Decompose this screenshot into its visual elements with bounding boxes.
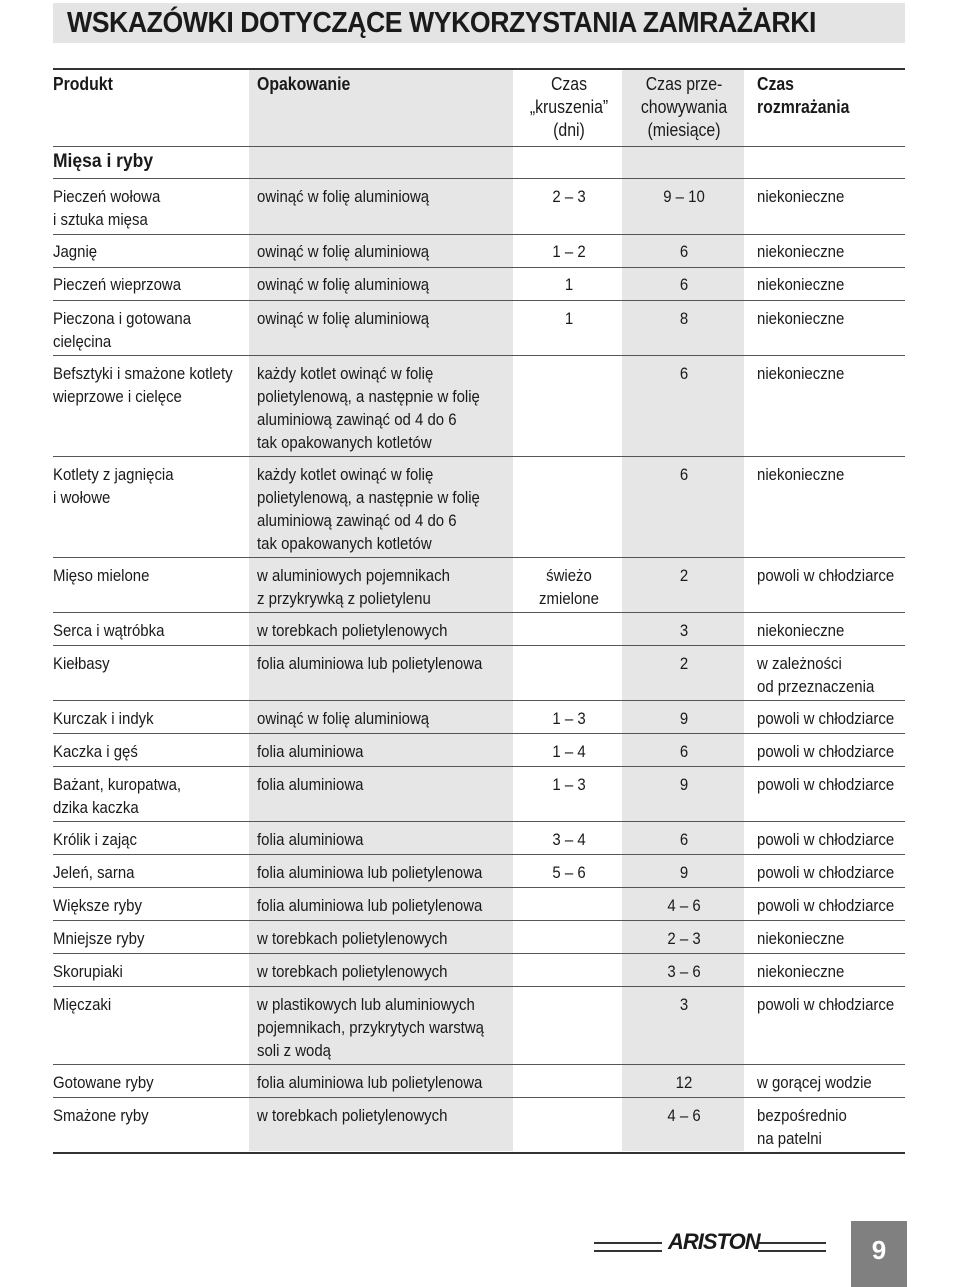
row-freeze-days: 3 – 4 xyxy=(552,830,586,849)
row-thaw-time: niekonieczne xyxy=(757,275,845,294)
row-divider xyxy=(53,953,905,954)
row-storage-months: 9 xyxy=(679,775,689,794)
row-packaging: każdy kotlet owinąć w folię polietylenową, a następnie w folię aluminiową zawinąć od 4 do 6 tak opakowanych kotletów xyxy=(257,465,480,553)
row-packaging: w plastikowych lub aluminiowych pojemnikach, przykrytych warstwą soli z wodą xyxy=(257,995,484,1060)
row-packaging: w torebkach polietylenowych xyxy=(257,621,448,640)
row-divider xyxy=(53,1097,905,1098)
header-top-rule xyxy=(53,68,905,70)
row-thaw-time: powoli w chłodziarce xyxy=(757,896,895,915)
row-divider xyxy=(53,645,905,646)
row-divider xyxy=(53,612,905,613)
page-title: WSKAZÓWKI DOTYCZĄCE WYKORZYSTANIA ZAMRAŻARKI xyxy=(67,7,816,39)
row-product: Kiełbasy xyxy=(53,654,110,673)
header-days: Czas „kruszenia” (dni) xyxy=(529,74,609,140)
row-divider xyxy=(53,854,905,855)
row-packaging: folia aluminiowa lub polietylenowa xyxy=(257,654,483,673)
row-thaw-time: powoli w chłodziarce xyxy=(757,830,895,849)
logo-decor-left xyxy=(594,1242,662,1252)
row-storage-months: 3 xyxy=(679,621,689,640)
row-thaw-time: powoli w chłodziarce xyxy=(757,995,895,1014)
row-thaw-time: niekonieczne xyxy=(757,187,845,206)
row-thaw-time: powoli w chłodziarce xyxy=(757,775,895,794)
row-packaging: folia aluminiowa lub polietylenowa xyxy=(257,1073,483,1092)
row-product: Bażant, kuropatwa, dzika kaczka xyxy=(53,775,182,817)
row-freeze-days: 1 xyxy=(564,309,574,328)
row-thaw-time: powoli w chłodziarce xyxy=(757,742,895,761)
row-product: Mniejsze ryby xyxy=(53,929,145,948)
row-freeze-days: 1 – 3 xyxy=(552,709,586,728)
row-product: Pieczeń wieprzowa xyxy=(53,275,182,294)
row-divider xyxy=(53,920,905,921)
row-packaging: każdy kotlet owinąć w folię polietylenową, a następnie w folię aluminiową zawinąć od 4 do 6 tak opakowanych kotletów xyxy=(257,364,480,452)
row-thaw-time: niekonieczne xyxy=(757,465,845,484)
row-thaw-time: powoli w chłodziarce xyxy=(757,863,895,882)
row-packaging: folia aluminiowa lub polietylenowa xyxy=(257,863,483,882)
row-product: Kotlety z jagnięcia i wołowe xyxy=(53,465,174,507)
row-packaging: owinąć w folię aluminiową xyxy=(257,709,430,728)
row-storage-months: 6 xyxy=(679,364,689,383)
row-storage-months: 8 xyxy=(679,309,689,328)
row-storage-months: 6 xyxy=(679,275,689,294)
row-divider xyxy=(53,700,905,701)
row-divider xyxy=(53,821,905,822)
row-storage-months: 4 – 6 xyxy=(667,896,701,915)
packaging-column-shade xyxy=(249,70,513,1151)
row-product: Jagnię xyxy=(53,242,98,261)
row-divider xyxy=(53,234,905,235)
row-freeze-days: 1 – 2 xyxy=(552,242,586,261)
row-packaging: folia aluminiowa xyxy=(257,830,364,849)
row-product: Pieczeń wołowa i sztuka mięsa xyxy=(53,187,161,229)
row-storage-months: 6 xyxy=(679,242,689,261)
row-packaging: w torebkach polietylenowych xyxy=(257,1106,448,1125)
row-storage-months: 2 – 3 xyxy=(667,929,701,948)
row-divider xyxy=(53,986,905,987)
row-divider xyxy=(53,267,905,268)
row-storage-months: 12 xyxy=(675,1073,693,1092)
brand-logo: ARISTON xyxy=(668,1229,760,1254)
row-packaging: w torebkach polietylenowych xyxy=(257,929,448,948)
row-packaging: owinąć w folię aluminiową xyxy=(257,275,430,294)
section-label: Mięsa i ryby xyxy=(53,151,154,172)
row-packaging: owinąć w folię aluminiową xyxy=(257,187,430,206)
header-bottom-rule xyxy=(53,146,905,147)
row-thaw-time: bezpośrednio na patelni xyxy=(757,1106,847,1148)
row-storage-months: 2 xyxy=(679,654,689,673)
row-product: Królik i zając xyxy=(53,830,137,849)
row-product: Mięso mielone xyxy=(53,566,150,585)
row-divider xyxy=(53,456,905,457)
header-product: Produkt xyxy=(53,74,113,94)
row-packaging: folia aluminiowa xyxy=(257,775,364,794)
row-freeze-days: świeżo zmielone xyxy=(539,566,599,608)
row-product: Pieczona i gotowana cielęcina xyxy=(53,309,192,351)
row-storage-months: 4 – 6 xyxy=(667,1106,701,1125)
header-packaging: Opakowanie xyxy=(257,74,351,94)
row-divider xyxy=(53,887,905,888)
row-freeze-days: 5 – 6 xyxy=(552,863,586,882)
storage-column-shade xyxy=(622,70,744,1151)
row-freeze-days: 1 – 4 xyxy=(552,742,586,761)
row-packaging: w torebkach polietylenowych xyxy=(257,962,448,981)
row-product: Skorupiaki xyxy=(53,962,123,981)
row-divider xyxy=(53,300,905,301)
page-number-box xyxy=(851,1221,907,1287)
row-thaw-time: powoli w chłodziarce xyxy=(757,709,895,728)
row-product: Kurczak i indyk xyxy=(53,709,154,728)
row-packaging: folia aluminiowa xyxy=(257,742,364,761)
row-product: Serca i wątróbka xyxy=(53,621,165,640)
row-product: Jeleń, sarna xyxy=(53,863,135,882)
row-storage-months: 9 xyxy=(679,863,689,882)
row-thaw-time: niekonieczne xyxy=(757,962,845,981)
row-storage-months: 6 xyxy=(679,742,689,761)
row-product: Smażone ryby xyxy=(53,1106,149,1125)
row-thaw-time: niekonieczne xyxy=(757,242,845,261)
row-packaging: folia aluminiowa lub polietylenowa xyxy=(257,896,483,915)
row-product: Befsztyki i smażone kotlety wieprzowe i cielęce xyxy=(53,364,233,406)
row-thaw-time: w gorącej wodzie xyxy=(757,1073,872,1092)
row-divider xyxy=(53,1064,905,1065)
row-storage-months: 3 – 6 xyxy=(667,962,701,981)
row-storage-months: 9 xyxy=(679,709,689,728)
row-product: Mięczaki xyxy=(53,995,112,1014)
row-freeze-days: 2 – 3 xyxy=(552,187,586,206)
section-rule xyxy=(53,178,905,179)
row-storage-months: 3 xyxy=(679,995,689,1014)
row-packaging: owinąć w folię aluminiową xyxy=(257,242,430,261)
row-freeze-days: 1 xyxy=(564,275,574,294)
row-divider xyxy=(53,766,905,767)
row-divider xyxy=(53,733,905,734)
row-storage-months: 9 – 10 xyxy=(663,187,705,206)
row-divider xyxy=(53,355,905,356)
row-packaging: w aluminiowych pojemnikach z przykrywką z polietylenu xyxy=(257,566,450,608)
row-freeze-days: 1 – 3 xyxy=(552,775,586,794)
row-storage-months: 6 xyxy=(679,830,689,849)
row-divider xyxy=(53,557,905,558)
row-storage-months: 6 xyxy=(679,465,689,484)
row-divider xyxy=(53,1152,905,1154)
header-months: Czas prze- chowywania (miesiące) xyxy=(640,74,728,140)
title-bar xyxy=(53,3,905,43)
logo-decor-right xyxy=(758,1242,826,1252)
row-thaw-time: niekonieczne xyxy=(757,929,845,948)
row-product: Większe ryby xyxy=(53,896,142,915)
row-product: Kaczka i gęś xyxy=(53,742,138,761)
row-product: Gotowane ryby xyxy=(53,1073,154,1092)
row-packaging: owinąć w folię aluminiową xyxy=(257,309,430,328)
row-thaw-time: w zależności od przeznaczenia xyxy=(757,654,875,696)
row-thaw-time: niekonieczne xyxy=(757,621,845,640)
row-thaw-time: niekonieczne xyxy=(757,364,845,383)
row-thaw-time: niekonieczne xyxy=(757,309,845,328)
row-storage-months: 2 xyxy=(679,566,689,585)
page-number: 9 xyxy=(871,1235,887,1265)
header-thaw: Czas rozmrażania xyxy=(757,74,850,117)
row-thaw-time: powoli w chłodziarce xyxy=(757,566,895,585)
